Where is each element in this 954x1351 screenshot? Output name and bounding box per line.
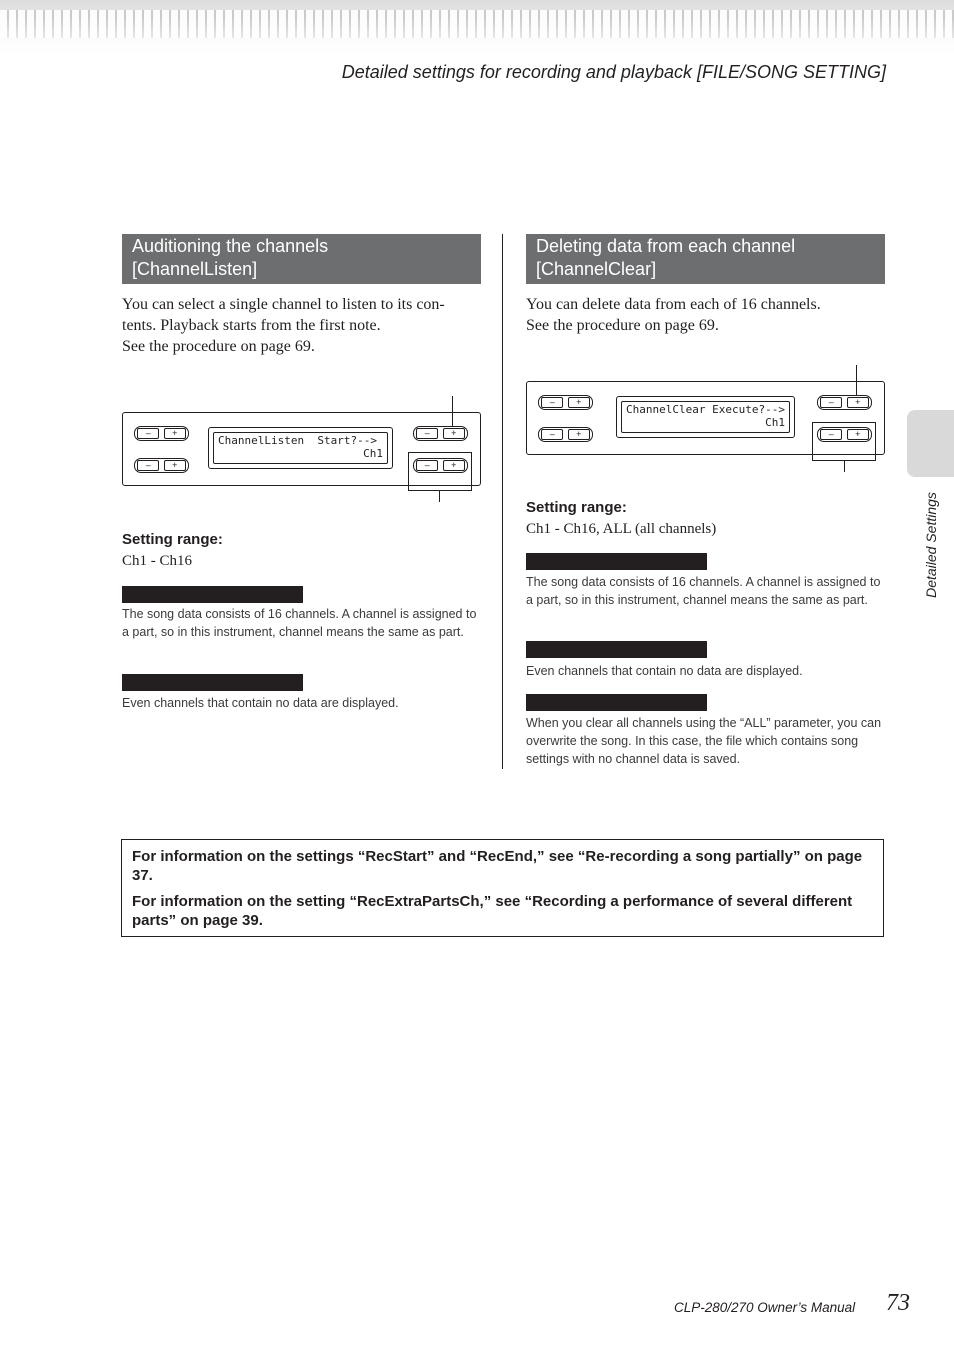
setting-range-value: Ch1 - Ch16 (122, 553, 193, 569)
setting-range-value: Ch1 - Ch16, ALL (all channels) (526, 521, 717, 537)
note-heading-bar (526, 694, 707, 711)
note-text: The song data consists of 16 channels. A channel is assigned to a part, so in this instrument, channel means the same as part. (122, 607, 477, 639)
minus-key[interactable]: – (541, 397, 563, 408)
note-text: Even channels that contain no data are displayed. (122, 696, 399, 710)
lcd-line-1: ChannelListen Start?--> (218, 434, 377, 447)
note-text: Even channels that contain no data are displayed. (526, 664, 803, 678)
minus-key[interactable]: – (820, 429, 842, 440)
callout-line (439, 490, 440, 502)
lcd-display (616, 396, 795, 438)
setting-range-heading: Setting range: (122, 531, 223, 548)
plus-key[interactable]: + (847, 429, 869, 440)
button-highlight-box (408, 452, 472, 491)
note-heading-bar (526, 641, 707, 658)
section-channel-listen (122, 234, 481, 357)
footer-manual-name: CLP-280/270 Owner’s Manual (674, 1300, 856, 1315)
plus-key[interactable]: + (443, 460, 465, 471)
plus-key[interactable]: + (847, 397, 869, 408)
setting-range-heading: Setting range: (526, 499, 627, 516)
plus-key[interactable]: + (443, 428, 465, 439)
plus-key[interactable]: + (164, 460, 186, 471)
minus-plus-button[interactable] (134, 426, 189, 441)
minus-key[interactable]: – (416, 428, 438, 439)
note-text: When you clear all channels using the “ALL” parameter, you can overwrite the song. In this case, the file which contains song settings with no channel data is saved. (526, 716, 882, 766)
chapter-tab-label: Detailed Settings (923, 492, 939, 598)
minus-plus-button[interactable] (413, 426, 468, 441)
section-channel-clear (526, 234, 885, 336)
minus-key[interactable]: – (541, 429, 563, 440)
note-heading-bar (122, 674, 303, 691)
minus-key[interactable]: – (416, 460, 438, 471)
note-text: The song data consists of 16 channels. A channel is assigned to a part, so in this instrument, channel means the same as part. (526, 575, 881, 607)
section-body: You can select a single channel to listen to its con- tents. Playback starts from the first note. See the procedure on page 69. (122, 296, 445, 355)
chapter-tab (907, 410, 954, 477)
minus-key[interactable]: – (820, 397, 842, 408)
note-heading-bar (526, 553, 707, 570)
page-number: 73 (886, 1290, 910, 1316)
cross-reference-box (121, 839, 884, 937)
plus-key[interactable]: + (568, 397, 590, 408)
note-heading-bar (122, 586, 303, 603)
page-header-title: Detailed settings for recording and playback [FILE/SONG SETTING] (341, 62, 886, 82)
section-body: You can delete data from each of 16 channels. See the procedure on page 69. (526, 296, 821, 334)
plus-key[interactable]: + (568, 429, 590, 440)
lcd-line-1: ChannelClear Execute?--> (626, 403, 785, 416)
minus-plus-button[interactable] (134, 458, 189, 473)
column-divider (502, 234, 503, 769)
cross-reference-recextraparts: For information on the setting “RecExtraPartsCh,” see “Recording a performance of several different parts” on page 39. (132, 893, 853, 929)
callout-line (452, 396, 453, 426)
lcd-line-2: Ch1 (765, 416, 785, 429)
button-highlight-box (812, 422, 876, 461)
lcd-display (208, 427, 393, 469)
section-title: Auditioning the channels [ChannelListen] (122, 234, 481, 284)
lcd-line-2: Ch1 (363, 447, 383, 460)
callout-line (856, 365, 857, 395)
minus-key[interactable]: – (137, 460, 159, 471)
cross-reference-recstart: For information on the settings “RecStart” and “RecEnd,” see “Re-recording a song partially” on page 37. (132, 848, 863, 884)
minus-plus-button[interactable] (538, 427, 593, 442)
section-title: Deleting data from each channel [ChannelClear] (526, 234, 885, 284)
plus-key[interactable]: + (164, 428, 186, 439)
keyboard-header-graphic (0, 0, 954, 60)
callout-line (844, 460, 845, 472)
minus-key[interactable]: – (137, 428, 159, 439)
minus-plus-button[interactable] (538, 395, 593, 410)
minus-plus-button[interactable] (817, 395, 872, 410)
